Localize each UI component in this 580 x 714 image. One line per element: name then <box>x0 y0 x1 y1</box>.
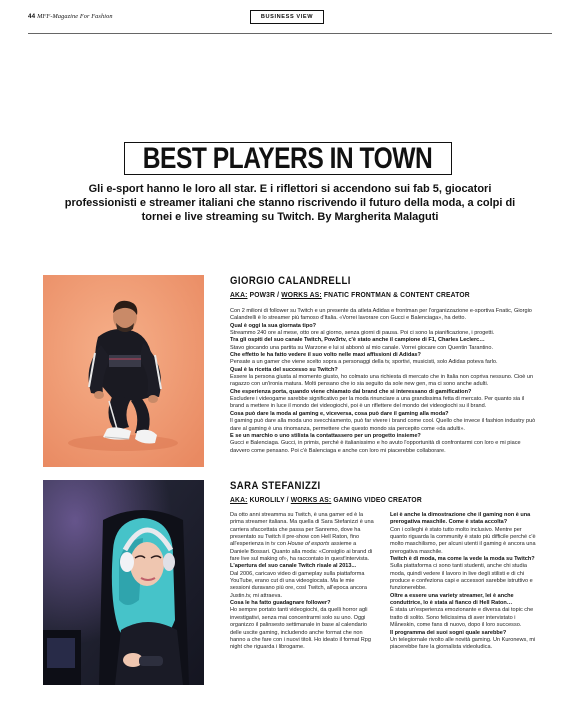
page-number-line <box>28 13 113 20</box>
profile2-answer: Un telegiornale rivolto alle novità gaming. Un Kuronews, mi piacerebbe fare la giornalista videoludica. <box>390 636 536 651</box>
profile2-answer: È stata un'esperienza emozionante e diversa dai topic che tratto di solito. Sono felicissima di aver intervistato i Måneskin, come fans di nuovo, dopo il loro successo. <box>390 607 534 629</box>
profile2-question: L'apertura del suo canale Twitch risale al 2013... <box>230 563 357 570</box>
profile1-aka-label: AKA: <box>230 290 248 299</box>
article-title-box <box>124 142 452 175</box>
profile2-aka-label: AKA: <box>230 495 248 504</box>
profile2-column-left <box>230 512 375 652</box>
profile2-aka-value: KUROLILY <box>249 495 285 504</box>
profile2-column-right <box>390 512 536 652</box>
sara-stefanizzi-photo <box>43 480 204 685</box>
profile2-works-value: GAMING VIDEO CREATOR <box>333 495 422 504</box>
profile2-works-label: WORKS AS: <box>290 495 332 504</box>
profile1-answer: Essere la persona giusta al momento giusto, ho colmato una richiesta di mercato che in Italia non copriva nessuno. Cioè un ragazzo con un'ironia matura. Molti pensano che io sia seguito da sole new gen, ma ci sono anche adulti. <box>230 374 534 388</box>
profile2-sep: / <box>284 495 291 504</box>
profile2-question: Cosa le ha fatto guadagnare follower? <box>230 600 331 607</box>
profile1-works-label: WORKS AS: <box>281 290 322 299</box>
profile1-question: Cosa può dare la moda al gaming e, viceversa, cosa può dare il gaming alla moda? <box>230 410 449 417</box>
profile1-question: Tra gli ospiti del suo canale Twitch, Pow3rtv, c'è stato anche il campione di F1, Charles Leclerc… <box>230 337 485 344</box>
profile1-answer: Escludere i videogame sarebbe significativo per la moda rinunciare a una grandissima fetta di mercato. Per quanto sia il brand a mettere in luce il mondo dei videogiochi, poi è un riflettere del mondo dei videogiochi su il brand. <box>230 396 525 410</box>
profile1-answer: Pensate a un gamer che viene scelto sopra a personaggi della tv, sportivi, musicisti, solo Adidas poteva farlo. <box>230 359 498 366</box>
profile1-intro: Con 2 milioni di follower su Twitch e un presente da atleta Adidas e frontman per l'organizzazione e-sportiva Fnatic, Giorgio Calandrelli è lo streamer più famoso d'Italia. «Vorrei lavorare con Gucci e Balenciaga», ha detto. <box>230 308 532 322</box>
profile2-answer: Sulla piattaforma ci sono tanti studenti, anche chi studia moda, quindi vedere il lavoro in live degli stilisti e di chi produce e confeziona capi e accessori sarebbe istruttivo e funzionerebbe. <box>390 563 533 592</box>
profile1-question: Qual è la ricetta del successo su Twitch? <box>230 366 338 373</box>
profile2-intro-part1: Da otto anni streamma su Twitch, è una gamer ed è la prima streamer italiana. Ma quella di Sara Stefanizzi è una carriera sfaccettata che passa per Sanremo, dove ha presentato su Twitch il pre-show con Hell Raton, fino all'esperienza in tv con <box>230 512 374 548</box>
profile1-question: Che esperienza porta, quando viene chiamato dai brand che si interessano di gamification? <box>230 388 472 395</box>
profile2-intro-part2: assieme a Daniele Bossari. Quanto alla moda: «Consiglio ai brand di fare live sul making of», ha raccontato in quest'intervista. <box>230 541 373 563</box>
giorgio-calandrelli-photo <box>43 275 204 467</box>
profile1-aka-value: POW3R <box>249 290 276 299</box>
profile1-body <box>230 308 536 455</box>
profile2-intro-show: House of esports <box>287 541 330 548</box>
publication-name: MFF-Magazine For Fashion <box>37 13 113 20</box>
profile2-answer: Dal 2006, caricavo video di gameplay sulla piattaforma YouTube, erano cut di una videogiocata. Ma le mie sessioni duravano più ore, così Twitch, all'epoca ancora Justin.tv, mi attraeva. <box>230 570 367 599</box>
profile1-question: Che effetto le ha fatto vedere il suo volto nelle maxi affissioni di Adidas? <box>230 352 421 359</box>
profile1-works-value: FNATIC FRONTMAN & CONTENT CREATOR <box>323 290 470 299</box>
profile1-sep: / <box>275 290 282 299</box>
profile2-name: SARA STEFANIZZI <box>230 480 321 492</box>
profile2-question: Il programma dei suoi sogni quale sarebbe? <box>390 629 507 636</box>
profile1-question: Qual è oggi la sua giornata tipo? <box>230 322 316 329</box>
profile1-aka-line <box>230 290 470 299</box>
page-header <box>0 0 580 36</box>
profile2-answer: Con i colleghi è stato tutto molto inclusivo. Mentre per quanto riguarda la community è stato più difficile perché c'è molto maschilismo, per alcuni utenti il gaming è ancora una prerogativa maschile. <box>390 526 536 555</box>
section-tag: BUSINESS VIEW <box>250 10 324 24</box>
profile2-question: Twitch è di moda, ma come la vede la moda su Twitch? <box>390 556 535 563</box>
profile2-aka-line <box>230 495 422 504</box>
profile1-answer: Streammo 240 ore al mese, otto ore al giorno, senza giorni di pausa. Poi ci sono la pianificazione, i progetti. <box>230 330 495 337</box>
profile2-question: Lei è anche la dimostrazione che il gaming non è una prerogativa maschile. Come è stata accolta? <box>390 512 531 526</box>
profile1-answer: Il gaming può dare alla moda uno svecchiamento, può far vivere i brand come cool. Quello che invece il fashion industry può dare al gaming è una rinomanza, permettere che questo mondo sia percepito come «da adulti». <box>230 418 536 432</box>
header-divider <box>28 33 552 34</box>
profile2-intro <box>230 512 374 562</box>
page-number: 44 <box>28 13 36 20</box>
profile2-question: Oltre a essere una variety streamer, lei è anche conduttrice, lo è stata al fianco di Hell Raton… <box>390 592 514 607</box>
article-subtitle: Gli e-sport hanno le loro all star. E i riflettori si accendono sui fab 5, giocatori professionisti e streamer italiani che stanno riscrivendo il futuro della moda, a colpi di tornei e live streaming su Twitch. By Margherita Malaguti <box>64 183 516 224</box>
article-title: BEST PLAYERS IN TOWN <box>143 141 433 175</box>
profile1-answer: Stavo giocando una partita su Warzone e lui si abbonò al mio canale. Vorrei giocare con Quentin Tarantino. <box>230 344 494 351</box>
profile1-answer: Gucci e Balenciaga. Gucci, in primis, perché è italianissimo e ho avuto l'opportunità di confrontarmi con loro e mi piace davvero come pensano. Poi c'è Balenciaga e anche con loro mi piacerebbe collaborare. <box>230 440 521 454</box>
profile2-answer: Ho sempre portato tanti videogiochi, da quelli horror agli investigativi, senza mai concentrarmi solo su uno. Oggi organizzo il palinsesto settimanale in base al calendario delle uscite gaming, includendo anche format che non hanno a che fare con i nuovi titoli. Ho ideato il format Rpg night che riguarda i librogame. <box>230 607 371 651</box>
profile1-question: E se un marchio o uno stilista la contattassero per un progetto insieme? <box>230 432 421 439</box>
profile1-name: GIORGIO CALANDRELLI <box>230 275 351 287</box>
